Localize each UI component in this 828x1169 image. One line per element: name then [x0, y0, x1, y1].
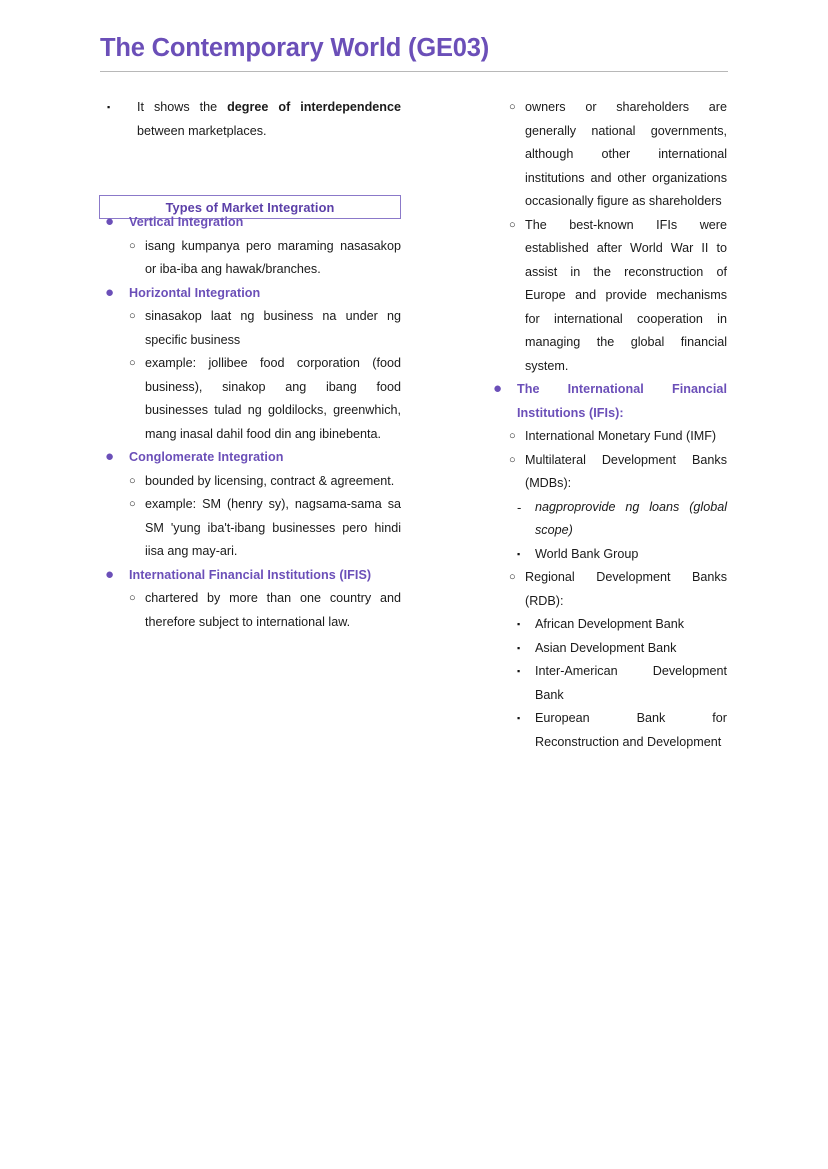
list-item-text: chartered by more than one country and therefore subject to international law. — [145, 591, 401, 629]
list-item — [487, 637, 727, 661]
section-ifis — [99, 564, 401, 635]
list-item — [487, 496, 727, 543]
list-item-text: The best-known IFIs were established after World War II to assist in the reconstruction of Europe and provide mechanisms for international cooperation in managing the global financial system. — [525, 217, 727, 373]
square-bullet-icon: ▪ — [517, 642, 521, 653]
section-title: Vertical Integration — [129, 215, 244, 229]
list-item-text: example: SM (henry sy), nagsama-sama sa SM 'yung iba't-ibang businesses pero hindi iisa ang may-ari. — [145, 497, 401, 558]
square-bullet-icon: ▪ — [517, 713, 521, 723]
section-international-financial-institutions — [487, 378, 727, 754]
list-item — [99, 96, 401, 143]
circle-bullet-icon: ○ — [129, 310, 136, 322]
list-item-text: bounded by licensing, contract & agreement. — [145, 473, 395, 488]
document-header — [100, 34, 728, 72]
list-item — [99, 305, 401, 352]
dot-bullet-icon: ● — [105, 565, 115, 583]
dot-bullet-icon: ● — [493, 380, 503, 397]
circle-bullet-icon: ○ — [129, 498, 136, 510]
intro-text-part1: It shows the — [137, 100, 228, 114]
list-item-text: Regional Development Banks (RDB): — [525, 570, 727, 608]
left-column — [99, 96, 401, 634]
list-item — [487, 613, 727, 637]
section-title: The International Financial Institutions (IFIs): — [517, 382, 727, 420]
dot-bullet-icon: ● — [105, 448, 115, 465]
header-divider — [100, 71, 728, 72]
list-item-text: African Development Bank — [535, 617, 685, 631]
list-item — [487, 96, 727, 214]
list-item — [487, 707, 727, 754]
circle-bullet-icon: ○ — [509, 453, 516, 466]
list-item-text: nagproprovide ng loans (global scope) — [535, 499, 727, 537]
circle-bullet-icon: ○ — [509, 101, 516, 113]
list-item — [487, 543, 727, 567]
list-item-text: isang kumpanya pero maraming nasasakop or iba-iba ang hawak/branches. — [145, 238, 401, 276]
square-bullet-icon: ▪ — [517, 666, 521, 676]
list-item-heading — [99, 211, 401, 235]
list-item-text: sinasakop laat ng business na under ng specific business — [145, 309, 401, 347]
list-item-heading — [99, 446, 401, 470]
list-item — [487, 566, 727, 613]
section-title: International Financial Institutions (IFIS) — [129, 567, 372, 582]
intro-text-bold: degree of interdependence — [227, 100, 401, 114]
section-heading-label: Types of Market Integration — [165, 199, 335, 215]
circle-bullet-icon: ○ — [129, 592, 136, 604]
list-item — [487, 214, 727, 379]
rdb-sublist — [487, 613, 727, 754]
dot-bullet-icon: ● — [105, 283, 115, 301]
list-item — [99, 235, 401, 282]
list-item — [99, 352, 401, 446]
dot-bullet-icon: ● — [105, 213, 115, 230]
list-item — [99, 470, 401, 494]
intro-text-part2: between marketplaces. — [137, 123, 267, 138]
list-item-text: example: jollibee food corporation (food business), sinakop ang ibang food businesses tulad ng goldilocks, greenwhich, mang inasal dahil food din ang ibinebenta. — [145, 356, 401, 441]
circle-bullet-icon: ○ — [129, 357, 136, 369]
circle-bullet-icon: ○ — [129, 474, 136, 487]
list-item — [487, 425, 727, 449]
circle-bullet-icon: ○ — [129, 239, 136, 252]
mdb-sublist — [487, 496, 727, 567]
box-heading-spacer — [99, 143, 401, 211]
list-item — [487, 660, 727, 707]
list-item — [99, 493, 401, 564]
list-item-text: owners or shareholders are generally national governments, although other international institutions and other organizations occasionally figure as shareholders — [525, 100, 727, 208]
dash-bullet-icon: - — [517, 499, 522, 515]
intro-text — [137, 96, 401, 143]
square-bullet-icon: ▪ — [107, 102, 111, 112]
square-bullet-icon: ▪ — [517, 548, 521, 559]
circle-bullet-icon: ○ — [509, 218, 516, 231]
two-column-body — [0, 96, 828, 1096]
right-column — [487, 96, 727, 754]
list-item-heading — [99, 282, 401, 306]
section-title: Horizontal Integration — [129, 285, 261, 300]
list-item-heading — [487, 378, 727, 425]
section-vertical-integration — [99, 211, 401, 282]
list-item-text: World Bank Group — [535, 546, 639, 561]
circle-bullet-icon: ○ — [509, 571, 516, 583]
intro-list — [99, 96, 401, 143]
list-item-text: European Bank for Reconstruction and Development — [535, 711, 727, 749]
list-item — [99, 587, 401, 634]
section-horizontal-integration — [99, 282, 401, 447]
section-title: Conglomerate Integration — [129, 450, 284, 464]
list-item — [487, 449, 727, 496]
right-top-list — [487, 96, 727, 378]
list-item-text: Asian Development Bank — [535, 640, 677, 655]
list-item-text: Multilateral Development Banks (MDBs): — [525, 452, 727, 490]
page-title: The Contemporary World (GE03) — [100, 34, 490, 62]
list-item-heading — [99, 564, 401, 588]
section-conglomerate-integration — [99, 446, 401, 564]
list-item-text: International Monetary Fund (IMF) — [525, 429, 717, 443]
circle-bullet-icon: ○ — [509, 430, 516, 442]
square-bullet-icon: ▪ — [517, 619, 521, 629]
list-item-text: Inter-American Development Bank — [535, 664, 727, 702]
